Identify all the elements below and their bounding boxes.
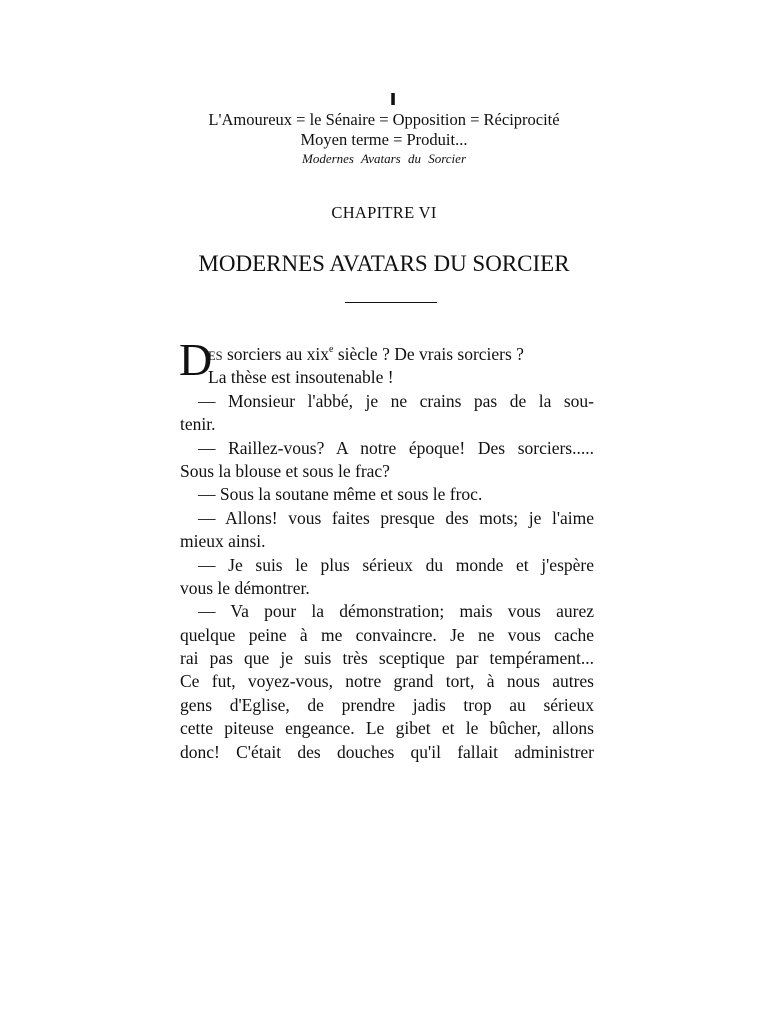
title-rule-divider — [345, 302, 437, 303]
text-line: rai pas que je suis très sceptique par tempérament... — [180, 648, 594, 669]
epigraph-line-1: L'Amoureux = le Sénaire = Opposition = Réciprocité — [208, 110, 560, 129]
text-line: tenir. — [180, 414, 216, 435]
text-line: cette piteuse engeance. Le gibet et le bûcher, allons — [180, 718, 594, 739]
text-line: — Monsieur l'abbé, je ne crains pas de la sou- — [198, 390, 594, 411]
text-line: mieux ainsi. — [180, 531, 266, 552]
chapter-title: MODERNES AVATARS DU SORCIER — [198, 251, 570, 276]
text-line: vous le démontrer. — [180, 577, 310, 598]
text-fragment: siècle ? De vrais sorciers ? — [333, 344, 524, 364]
text-line: — Sous la soutane même et sous le froc. — [198, 484, 483, 505]
chapter-label-rest: HAPITRE — [342, 203, 415, 222]
chapter-roman-numeral: VI — [418, 203, 437, 222]
text-fragment: sorciers au xix — [222, 344, 330, 364]
text-line: La thèse est insoutenable ! — [208, 367, 394, 388]
text-line: gens d'Eglise, de prendre jadis trop au sérieux — [180, 694, 594, 715]
superscript: e — [329, 344, 334, 355]
chapter-header — [0, 88, 768, 168]
epigraph-subtitle: Modernes Avatars du Sorcier — [301, 151, 466, 166]
epigraph-line-2: Moyen terme = Produit... — [300, 130, 468, 149]
text-line: — Raillez-vous? A notre époque! Des sorciers..... — [198, 437, 594, 458]
text-line: Ce fut, voyez-vous, notre grand tort, à nous autres — [180, 671, 594, 692]
drop-cap: D — [179, 334, 213, 385]
body-text — [179, 334, 594, 764]
text-line: donc! C'était des douches qu'il fallait administrer — [180, 741, 594, 762]
text-line: quelque peine à me convaincre. Je ne vous cache — [180, 624, 594, 645]
chapter-number — [0, 203, 768, 223]
hebrew-letter-vav: ו — [389, 86, 397, 111]
small-caps-word: ES — [208, 349, 223, 363]
text-line: — Allons! vous faites presque des mots; je l'aime — [198, 507, 594, 528]
chapter-label-initial: C — [331, 203, 343, 222]
text-line: — Je suis le plus sérieux du monde et j'espère — [198, 554, 594, 575]
text-line: Sous la blouse et sous le frac? — [180, 460, 390, 481]
text-line: — Va pour la démonstration; mais vous aurez — [198, 601, 594, 622]
